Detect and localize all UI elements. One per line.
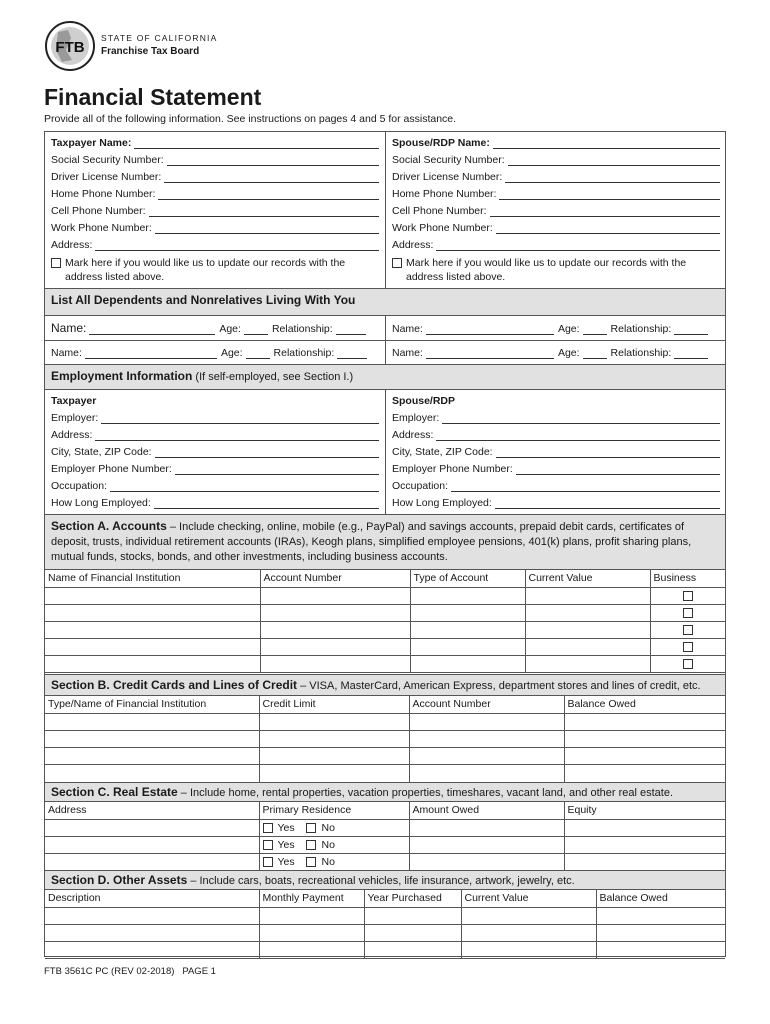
field-taxpayer-ssn[interactable]: Social Security Number: [51, 150, 379, 166]
field-taxpayer-work-phone[interactable]: Work Phone Number: [51, 218, 379, 234]
field-tp-how-long[interactable]: How Long Employed: [51, 493, 379, 509]
table-row[interactable] [45, 621, 725, 638]
yes-checkbox[interactable] [263, 857, 273, 867]
other-assets-table [45, 890, 725, 959]
table-row[interactable] [45, 924, 725, 941]
table-row[interactable] [45, 907, 725, 924]
field-taxpayer-dl[interactable]: Driver License Number: [51, 167, 379, 183]
column-divider [385, 132, 386, 288]
agency-state: STATE OF CALIFORNIA [101, 33, 218, 43]
section-d-heading: Section D. Other Assets – Include cars, boats, recreational vehicles, life insurance, artwork, jewelry, etc. [45, 870, 725, 890]
field-spouse-cell-phone[interactable]: Cell Phone Number: [392, 201, 720, 217]
form-id: FTB 3561C PC (REV 02-2018) [44, 966, 175, 977]
table-header-row [45, 890, 725, 907]
column-header: Equity [564, 802, 725, 819]
dependent-row-2[interactable]: Name: Age: Relationship: [392, 319, 708, 335]
field-spouse-home-phone[interactable]: Home Phone Number: [392, 184, 720, 200]
credit-table [45, 696, 725, 785]
field-taxpayer-cell-phone[interactable]: Cell Phone Number: [51, 201, 379, 217]
column-header: Balance Owed [596, 890, 725, 907]
table-row[interactable] [45, 604, 725, 621]
accounts-table [45, 570, 725, 673]
field-tp-city-state-zip[interactable]: City, State, ZIP Code: [51, 442, 379, 458]
column-header: Balance Owed [564, 696, 725, 713]
table-row[interactable] [45, 941, 725, 958]
field-taxpayer-address[interactable]: Address: [51, 235, 379, 251]
column-header: Current Value [525, 570, 650, 587]
column-header: Type of Account [410, 570, 525, 587]
field-tp-emp-address[interactable]: Address: [51, 425, 379, 441]
column-header: Description [45, 890, 259, 907]
field-spouse-address[interactable]: Address: [392, 235, 720, 251]
column-header: Primary Residence [259, 802, 409, 819]
business-checkbox[interactable] [683, 608, 693, 618]
column-header: Current Value [461, 890, 596, 907]
field-spouse-name[interactable]: Spouse/RDP Name: [392, 133, 720, 149]
field-sp-city-state-zip[interactable]: City, State, ZIP Code: [392, 442, 720, 458]
form-title: Financial Statement [44, 84, 262, 110]
employment-spouse-label: Spouse/RDP [392, 395, 456, 407]
business-checkbox[interactable] [683, 591, 693, 601]
checkbox-icon[interactable] [392, 258, 402, 268]
column-header: Address [45, 802, 259, 819]
taxpayer-update-checkbox[interactable]: Mark here if you would like us to update our records with the address listed above. [51, 256, 381, 284]
no-checkbox[interactable] [306, 823, 316, 833]
page-number: PAGE 1 [182, 966, 216, 977]
column-header: Type/Name of Financial Institution [45, 696, 259, 713]
field-sp-employer-phone[interactable]: Employer Phone Number: [392, 459, 720, 475]
field-sp-emp-address[interactable]: Address: [392, 425, 720, 441]
dependent-row-1[interactable]: Name: Age: Relationship: [51, 319, 366, 335]
column-header: Year Purchased [364, 890, 461, 907]
column-header: Account Number [260, 570, 410, 587]
form-intro: Provide all of the following information. See instructions on pages 4 and 5 for assistance. [44, 113, 457, 125]
dependent-row-4[interactable]: Name: Age: Relationship: [392, 343, 708, 359]
logo-text: FTB [55, 39, 85, 56]
column-header: Amount Owed [409, 802, 564, 819]
table-row[interactable] [45, 730, 725, 747]
table-row[interactable] [45, 713, 725, 730]
column-header: Business [650, 570, 725, 587]
business-checkbox[interactable] [683, 642, 693, 652]
field-tp-employer[interactable]: Employer: [51, 408, 379, 424]
column-header: Credit Limit [259, 696, 409, 713]
yes-checkbox[interactable] [263, 823, 273, 833]
table-header-row [45, 696, 725, 713]
dependents-heading: List All Dependents and Nonrelatives Living With You [45, 288, 725, 316]
dependent-row-3[interactable]: Name: Age: Relationship: [51, 343, 367, 359]
checkbox-icon[interactable] [51, 258, 61, 268]
field-taxpayer-name[interactable]: Taxpayer Name: [51, 133, 379, 149]
business-checkbox[interactable] [683, 625, 693, 635]
table-row[interactable]: Yes No [45, 853, 725, 870]
field-spouse-ssn[interactable]: Social Security Number: [392, 150, 720, 166]
no-checkbox[interactable] [306, 840, 316, 850]
no-checkbox[interactable] [306, 857, 316, 867]
column-header: Account Number [409, 696, 564, 713]
section-b-heading: Section B. Credit Cards and Lines of Credit – VISA, MasterCard, American Express, department stores and lines of credit, etc. [45, 674, 725, 696]
ftb-logo [44, 20, 96, 72]
section-a-heading: Section A. Accounts – Include checking, online, mobile (e.g., PayPal) and savings accounts, prepaid debit cards, certificates of deposit, trusts, individual retirement accounts (IRAs), Keogh plans, simplified employee pensions, 401(k) plans, profit sharing plans, mutual funds, stocks, bonds, and other investments, including business accounts. [45, 514, 725, 570]
form-frame [44, 131, 726, 957]
employment-taxpayer-label: Taxpayer [51, 395, 97, 407]
form-footer [44, 966, 216, 977]
table-row[interactable]: Yes No [45, 819, 725, 836]
field-taxpayer-home-phone[interactable]: Home Phone Number: [51, 184, 379, 200]
field-tp-employer-phone[interactable]: Employer Phone Number: [51, 459, 379, 475]
column-header: Monthly Payment [259, 890, 364, 907]
table-row[interactable]: Yes No [45, 836, 725, 853]
section-c-heading: Section C. Real Estate – Include home, rental properties, vacation properties, timeshares, vacant land, and other real estate. [45, 782, 725, 802]
table-row[interactable] [45, 764, 725, 784]
field-sp-employer[interactable]: Employer: [392, 408, 720, 424]
business-checkbox[interactable] [683, 659, 693, 669]
agency-name: Franchise Tax Board [101, 46, 200, 57]
field-sp-occupation[interactable]: Occupation: [392, 476, 720, 492]
table-header-row [45, 802, 725, 819]
field-spouse-work-phone[interactable]: Work Phone Number: [392, 218, 720, 234]
table-row[interactable] [45, 587, 725, 604]
field-tp-occupation[interactable]: Occupation: [51, 476, 379, 492]
yes-checkbox[interactable] [263, 840, 273, 850]
table-row[interactable] [45, 655, 725, 672]
table-row[interactable] [45, 747, 725, 764]
real-estate-table [45, 802, 725, 871]
employment-heading: Employment Information (If self-employed, see Section I.) [45, 364, 725, 390]
table-row[interactable] [45, 638, 725, 655]
column-header: Name of Financial Institution [45, 570, 260, 587]
field-spouse-dl[interactable]: Driver License Number: [392, 167, 720, 183]
spouse-update-checkbox[interactable]: Mark here if you would like us to update our records with the address listed above. [392, 256, 722, 284]
field-sp-how-long[interactable]: How Long Employed: [392, 493, 720, 509]
table-header-row [45, 570, 725, 587]
